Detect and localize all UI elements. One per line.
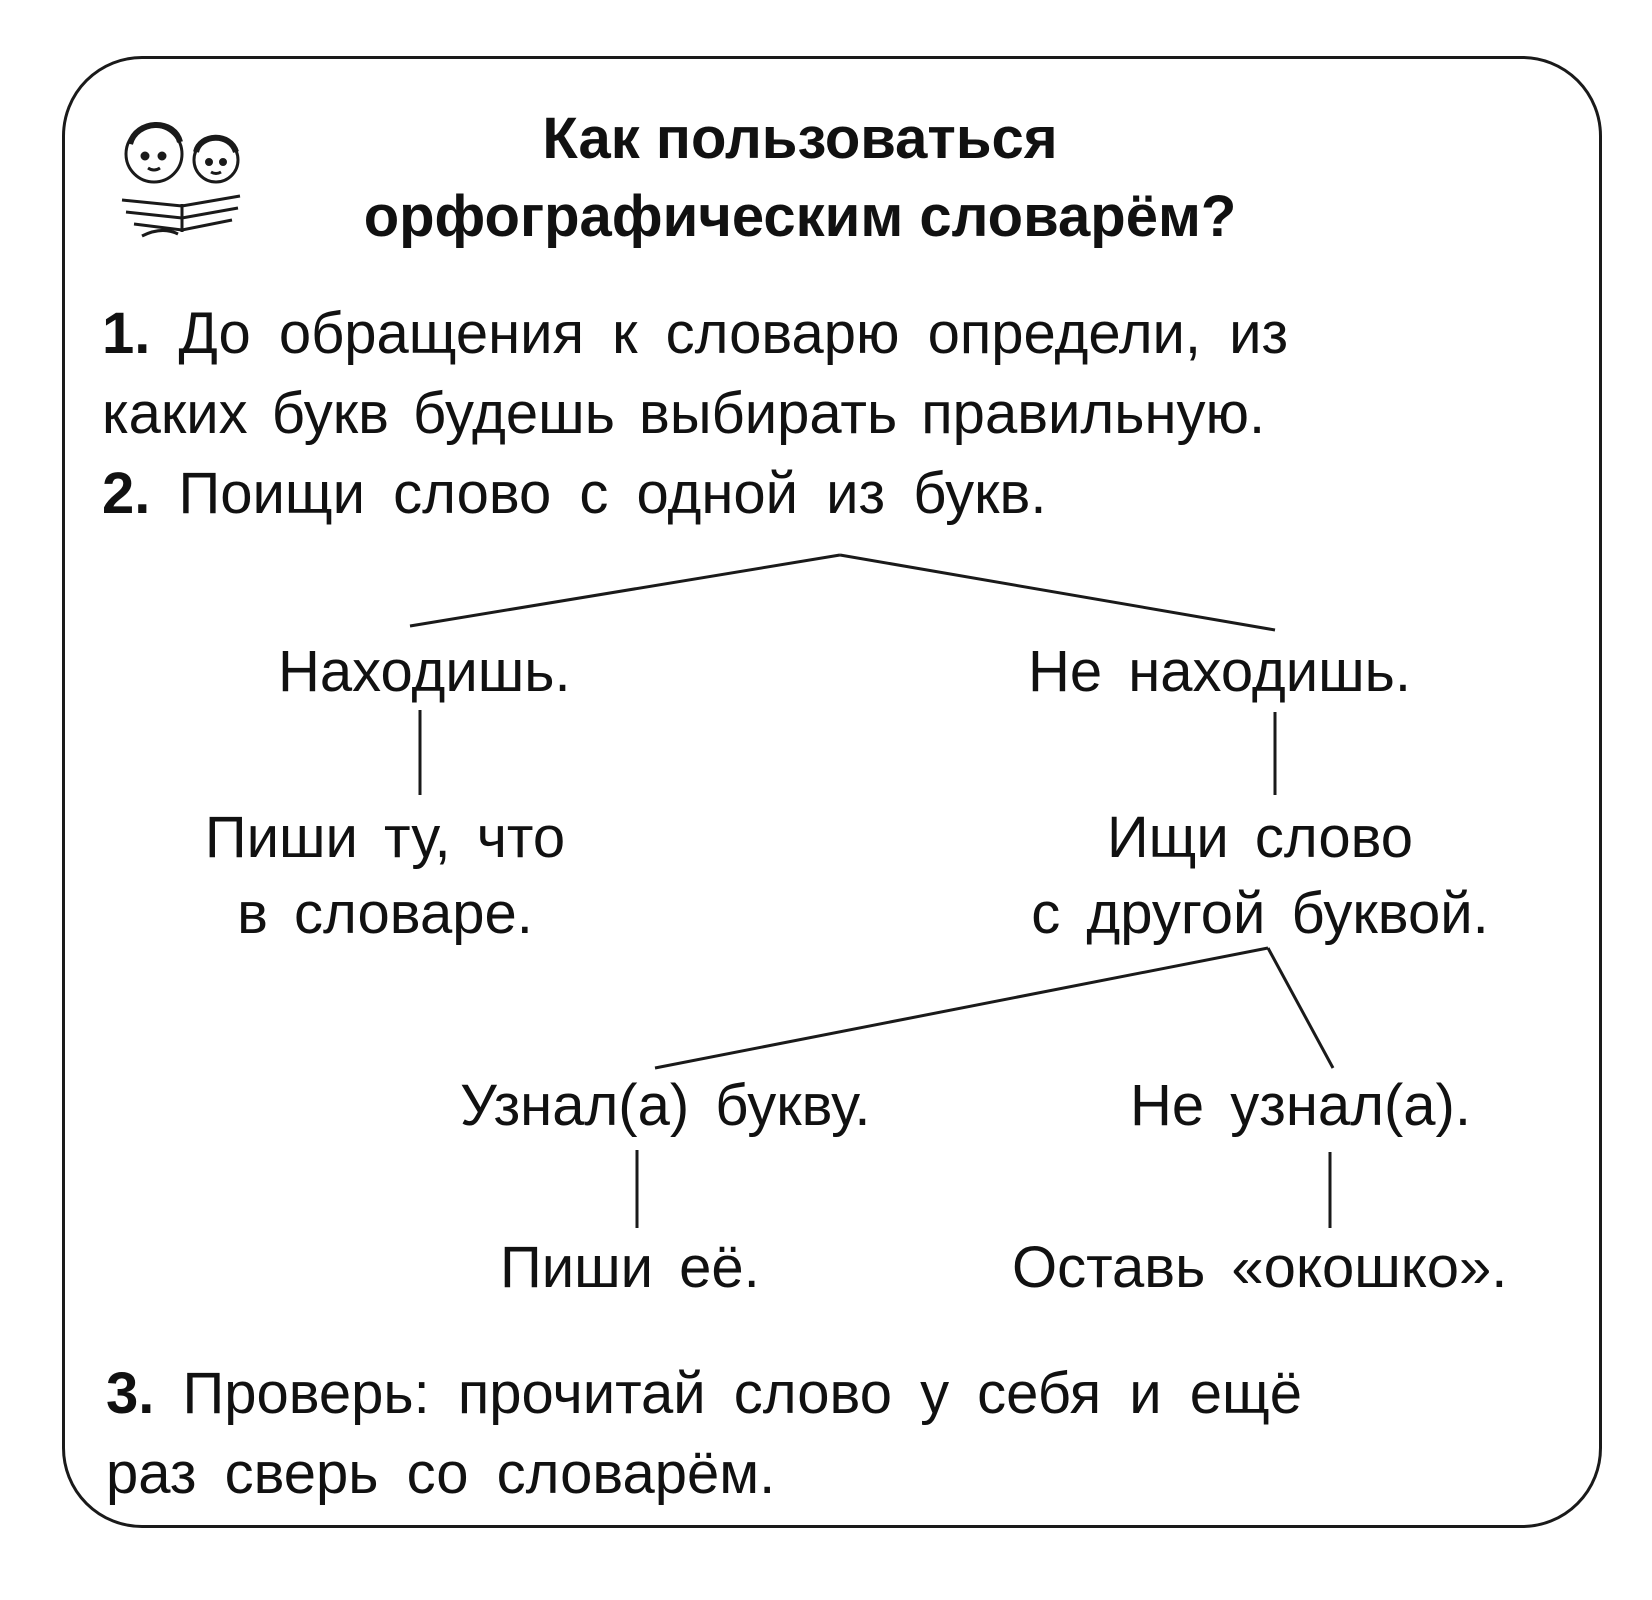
step-2: 2. Поищи слово с одной из букв. — [102, 461, 1047, 526]
step-3-line-1: 3. Проверь: прочитай слово у себя и ещё — [106, 1361, 1302, 1426]
branch-not-found-line — [840, 555, 1275, 630]
not-recognized-label: Не узнал(а). — [1130, 1073, 1471, 1138]
step-2-number: 2 — [102, 461, 135, 526]
step-1-number: 1 — [102, 301, 135, 366]
found-label: Находишь. — [278, 639, 571, 704]
step-1-line-2: каких букв будешь выбирать правильную. — [102, 381, 1266, 446]
not-found-action: Ищи слово с другой буквой. — [1031, 805, 1489, 946]
branch-recognized-line — [655, 948, 1268, 1068]
step-3-number: 3 — [106, 1361, 139, 1426]
not-recognized-action: Оставь «окошко». — [1012, 1235, 1508, 1300]
recognized-label: Узнал(а) букву. — [460, 1073, 871, 1138]
page-title: Как пользоваться орфографическим словарём? — [363, 106, 1237, 249]
recognized-action: Пиши её. — [500, 1235, 760, 1300]
not-found-label: Не находишь. — [1028, 639, 1411, 704]
step-3-line-2: раз сверь со словарём. — [106, 1441, 776, 1506]
found-action: Пиши ту, что в словаре. — [204, 805, 566, 946]
branch-not-recognized-line — [1268, 948, 1333, 1068]
step-1-line-1: 1. До обращения к словарю определи, из — [102, 301, 1289, 366]
branch-found-line — [410, 555, 840, 626]
